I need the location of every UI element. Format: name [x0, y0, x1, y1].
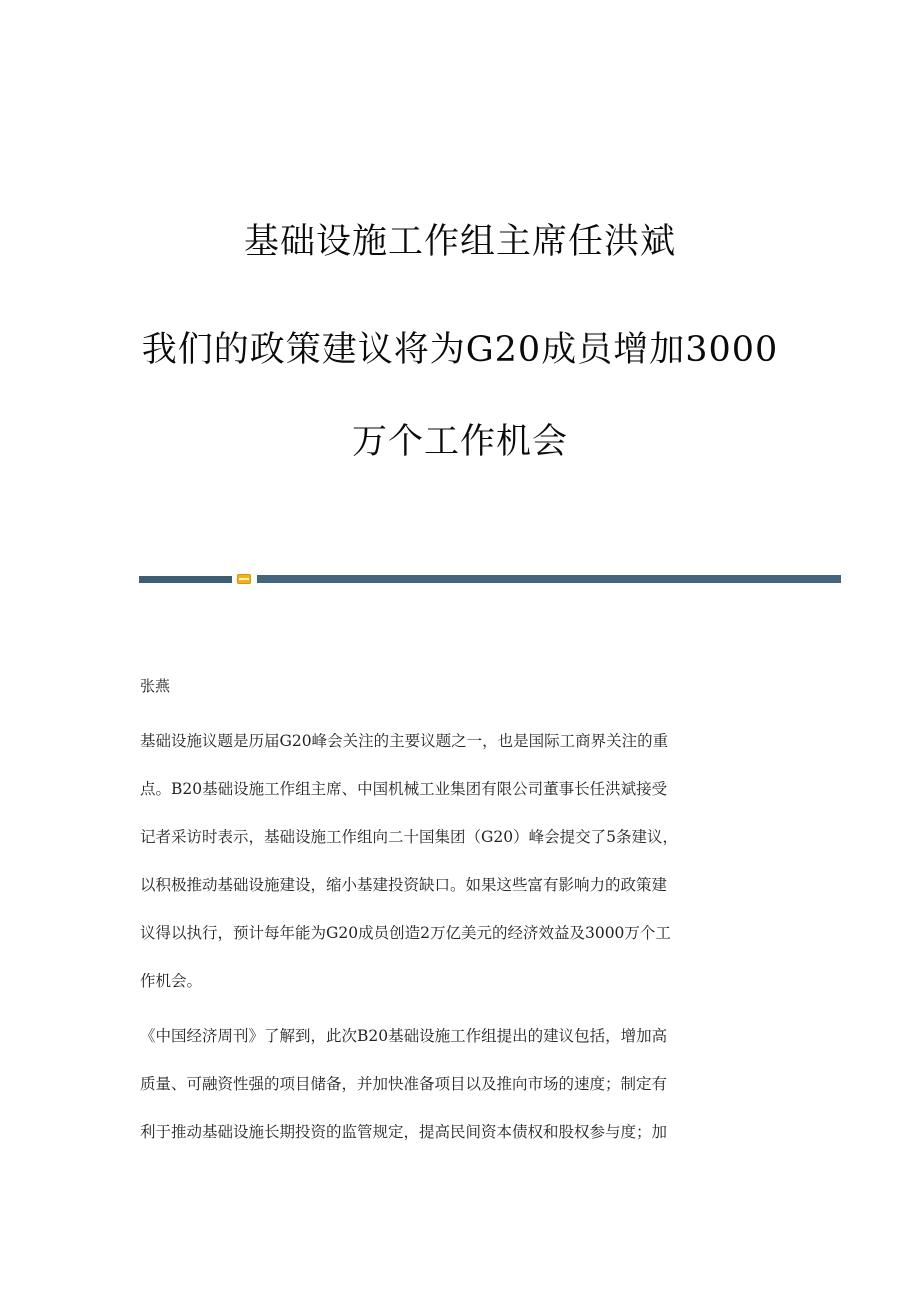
- paragraph-line: 作机会。: [140, 972, 203, 990]
- author-name: 张燕: [140, 677, 171, 695]
- section-divider: [139, 574, 841, 584]
- paragraph-line: 议得以执行，预计每年能为G20成员创造2万亿美元的经济效益及3000万个工: [140, 924, 671, 942]
- paragraph-line: 以积极推动基础设施建设，缩小基建投资缺口。如果这些富有影响力的政策建: [140, 876, 668, 894]
- divider-bar-right: [257, 575, 841, 583]
- paragraph-line: 记者采访时表示，基础设施工作组向二十国集团（G20）峰会提交了5条建议，: [140, 828, 678, 846]
- paragraph-line: 《中国经济周刊》了解到，此次B20基础设施工作组提出的建议包括，增加高: [140, 1027, 668, 1045]
- title-line-3: 万个工作机会: [351, 422, 568, 462]
- title-line-1: 基础设施工作组主席任洪斌: [243, 222, 676, 262]
- bookmark-marker-icon: [237, 574, 251, 584]
- paragraph-line: 质量、可融资性强的项目储备，并加快准备项目以及推向市场的速度；制定有: [140, 1075, 668, 1093]
- paragraph-line: 利于推动基础设施长期投资的监管规定，提高民间资本债权和股权参与度；加: [140, 1123, 668, 1141]
- paragraph-line: 基础设施议题是历届G20峰会关注的主要议题之一，也是国际工商界关注的重: [140, 732, 669, 750]
- divider-bar-left: [139, 576, 232, 583]
- title-line-2: 我们的政策建议将为G20成员增加3000: [141, 330, 779, 370]
- paragraph-line: 点。B20基础设施工作组主席、中国机械工业集团有限公司董事长任洪斌接受: [140, 780, 668, 798]
- paragraph-2: [140, 1025, 780, 1169]
- paragraph-1: [140, 730, 780, 1018]
